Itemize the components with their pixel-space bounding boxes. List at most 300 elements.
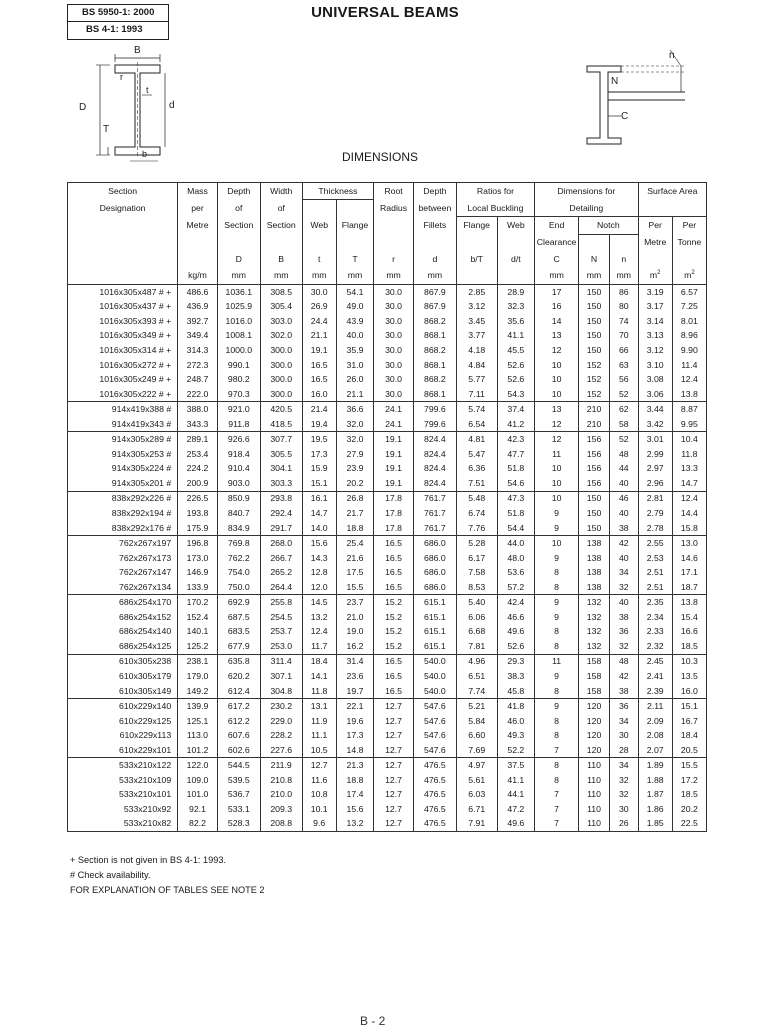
table-cell: 66: [609, 343, 638, 358]
table-cell: 238.1: [178, 654, 218, 669]
section-designation: 914x305x253 #: [111, 448, 172, 459]
table-cell: 14.5: [302, 595, 336, 610]
table-cell: 19.1: [374, 476, 414, 491]
table-cell: 86: [609, 284, 638, 299]
table-cell: 41.1: [497, 328, 534, 343]
table-cell: 5.21: [456, 699, 497, 714]
table-row: [68, 284, 707, 299]
table-cell: 5.84: [456, 714, 497, 729]
table-cell: 30.0: [374, 358, 414, 373]
table-body: [68, 284, 707, 831]
table-cell: 300.0: [260, 358, 302, 373]
table-cell: 1.86: [638, 802, 672, 817]
table-cell: 11: [535, 654, 579, 669]
table-cell: 476.5: [413, 802, 456, 817]
table-cell: 15.1: [672, 699, 706, 714]
table-cell: 2.33: [638, 624, 672, 639]
table-row: [68, 639, 707, 654]
table-cell: 56: [609, 372, 638, 387]
table-cell: 14.7: [672, 476, 706, 491]
table-cell: 7.25: [672, 299, 706, 314]
table-cell: 761.7: [413, 521, 456, 536]
table-cell: 48: [609, 654, 638, 669]
table-cell: 2.09: [638, 714, 672, 729]
table-cell: 15.6: [302, 536, 336, 551]
table-cell: 761.7: [413, 506, 456, 521]
table-row: [68, 328, 707, 343]
table-cell: 19.0: [336, 624, 373, 639]
section-designation: 1016x305x349 # +: [99, 330, 172, 341]
table-cell: 799.6: [413, 402, 456, 417]
table-row: [68, 387, 707, 402]
table-cell: 8: [535, 684, 579, 699]
table-cell: 10: [535, 491, 579, 506]
table-cell: 15.4: [672, 610, 706, 625]
table-cell: 125.1: [178, 714, 218, 729]
table-cell: 138: [579, 536, 610, 551]
table-cell: 42.4: [497, 595, 534, 610]
table-cell: 8: [535, 714, 579, 729]
table-cell: 210.8: [260, 773, 302, 788]
table-cell: 11.1: [302, 728, 336, 743]
table-cell: 3.13: [638, 328, 672, 343]
table-cell: 834.9: [217, 521, 260, 536]
table-cell: 12.7: [374, 728, 414, 743]
table-cell: 14.8: [336, 743, 373, 758]
table-cell: 615.1: [413, 639, 456, 654]
table-row: [68, 402, 707, 417]
table-cell: 3.42: [638, 417, 672, 432]
table-cell: 799.6: [413, 417, 456, 432]
table-cell: 175.9: [178, 521, 218, 536]
table-cell: 3.19: [638, 284, 672, 299]
table-cell: 547.6: [413, 699, 456, 714]
table-cell: 44.0: [497, 536, 534, 551]
table-cell: 12.7: [374, 817, 414, 832]
table-row: [68, 476, 707, 491]
table-cell: 6.51: [456, 669, 497, 684]
table-cell: 769.8: [217, 536, 260, 551]
table-cell: 44: [609, 461, 638, 476]
table-cell: 9.95: [672, 417, 706, 432]
table-cell: 19.5: [302, 432, 336, 447]
standard-bs5950: BS 5950-1: 2000: [82, 7, 155, 18]
section-designation: 686x254x140: [118, 626, 172, 637]
table-cell: 3.45: [456, 314, 497, 329]
table-cell: 349.4: [178, 328, 218, 343]
table-cell: 23.6: [336, 669, 373, 684]
table-cell: 2.51: [638, 565, 672, 580]
table-cell: 300.0: [260, 343, 302, 358]
symbol-C: C: [535, 251, 579, 267]
table-cell: 476.5: [413, 817, 456, 832]
section-designation: 914x419x343 #: [111, 418, 172, 429]
section-designation: 838x292x226 #: [68, 491, 178, 506]
table-cell: 476.5: [413, 773, 456, 788]
table-cell: 15.8: [672, 521, 706, 536]
unit-root: mm: [374, 267, 414, 284]
table-cell: 11.6: [302, 773, 336, 788]
table-cell: 254.5: [260, 610, 302, 625]
header-detailing-2: Detailing: [535, 200, 639, 217]
table-cell: 540.0: [413, 684, 456, 699]
table-cell: 8.87: [672, 402, 706, 417]
table-cell: 10: [535, 358, 579, 373]
section-designation: 610x229x140: [68, 699, 178, 714]
table-cell: 3.10: [638, 358, 672, 373]
symbol-n: n: [609, 251, 638, 267]
table-cell: 911.8: [217, 417, 260, 432]
header-dbf: Depth: [413, 183, 456, 200]
table-cell: 7.81: [456, 639, 497, 654]
table-cell: 12.7: [374, 699, 414, 714]
table-cell: 291.7: [260, 521, 302, 536]
table-cell: 926.6: [217, 432, 260, 447]
table-cell: 120: [579, 714, 610, 729]
table-cell: 16.2: [336, 639, 373, 654]
table-cell: 868.2: [413, 343, 456, 358]
table-cell: 1000.0: [217, 343, 260, 358]
table-cell: 18.8: [336, 521, 373, 536]
table-cell: 3.44: [638, 402, 672, 417]
header-dbf-2: between: [413, 200, 456, 217]
section-designation: 1016x305x272 # +: [99, 359, 172, 370]
table-cell: 1.85: [638, 817, 672, 832]
table-cell: 7.74: [456, 684, 497, 699]
dimensions-table: [67, 182, 707, 832]
table-cell: 12.7: [374, 802, 414, 817]
table-cell: 304.1: [260, 461, 302, 476]
table-cell: 110: [579, 802, 610, 817]
table-cell: 228.2: [260, 728, 302, 743]
unit-n: mm: [609, 267, 638, 284]
table-cell: 210: [579, 417, 610, 432]
table-cell: 5.47: [456, 447, 497, 462]
table-cell: 5.28: [456, 536, 497, 551]
table-cell: 37.5: [497, 758, 534, 773]
table-cell: 31.0: [336, 358, 373, 373]
table-cell: 16.5: [374, 565, 414, 580]
table-cell: 615.1: [413, 595, 456, 610]
table-cell: 193.8: [178, 506, 218, 521]
table-cell: 41.1: [497, 773, 534, 788]
table-cell: 10: [535, 372, 579, 387]
table-row: [68, 817, 707, 832]
table-cell: 158: [579, 684, 610, 699]
section-designation: 914x305x289 #: [68, 432, 178, 447]
note-check-availability: # Check availability.: [70, 870, 151, 880]
table-cell: 47.2: [497, 802, 534, 817]
table-cell: 156: [579, 461, 610, 476]
table-cell: 2.85: [456, 284, 497, 299]
table-cell: 46: [609, 491, 638, 506]
header-per-tonne: Per: [672, 217, 706, 234]
table-cell: 686.0: [413, 580, 456, 595]
table-cell: 620.2: [217, 669, 260, 684]
table-cell: 2.81: [638, 491, 672, 506]
table-cell: 17.3: [336, 728, 373, 743]
table-cell: 150: [579, 314, 610, 329]
table-cell: 92.1: [178, 802, 218, 817]
table-cell: 12.7: [374, 714, 414, 729]
table-cell: 418.5: [260, 417, 302, 432]
table-cell: 9: [535, 551, 579, 566]
table-row: [68, 432, 707, 447]
table-cell: 49.3: [497, 728, 534, 743]
table-cell: 1.89: [638, 758, 672, 773]
section-designation: 1016x305x487 # +: [68, 284, 178, 299]
table-cell: 101.0: [178, 787, 218, 802]
table-cell: 150: [579, 521, 610, 536]
table-cell: 49.6: [497, 624, 534, 639]
table-cell: 840.7: [217, 506, 260, 521]
table-cell: 36: [609, 699, 638, 714]
header-notch: Notch: [579, 217, 639, 234]
table-cell: 761.7: [413, 491, 456, 506]
table-cell: 300.0: [260, 387, 302, 402]
notch-detail-diagram: [585, 48, 695, 158]
table-cell: 14.3: [302, 551, 336, 566]
table-cell: 300.0: [260, 372, 302, 387]
table-cell: 122.0: [178, 758, 218, 773]
section-designation: 610x229x113: [119, 730, 172, 741]
table-cell: 4.84: [456, 358, 497, 373]
table-cell: 1025.9: [217, 299, 260, 314]
table-cell: 910.4: [217, 461, 260, 476]
table-cell: 476.5: [413, 787, 456, 802]
header-section: Section: [108, 186, 138, 197]
table-cell: 16.1: [302, 491, 336, 506]
table-cell: 2.35: [638, 595, 672, 610]
table-row: [68, 743, 707, 758]
table-cell: 1036.1: [217, 284, 260, 299]
table-cell: 19.7: [336, 684, 373, 699]
table-cell: 40: [609, 506, 638, 521]
table-cell: 617.2: [217, 699, 260, 714]
table-cell: 9: [535, 610, 579, 625]
table-cell: 110: [579, 773, 610, 788]
table-cell: 133.9: [178, 580, 218, 595]
table-row: [68, 491, 707, 506]
table-cell: 4.18: [456, 343, 497, 358]
table-cell: 2.08: [638, 728, 672, 743]
table-cell: 11.8: [672, 447, 706, 462]
table-cell: 990.1: [217, 358, 260, 373]
table-cell: 101.2: [178, 743, 218, 758]
table-cell: 6.57: [672, 284, 706, 299]
table-cell: 49.6: [497, 817, 534, 832]
section-designation: 914x305x201 #: [111, 477, 172, 488]
symbol-t: t: [302, 251, 336, 267]
table-cell: 200.9: [178, 476, 218, 491]
table-cell: 21.1: [302, 328, 336, 343]
table-cell: 36: [609, 624, 638, 639]
table-cell: 48.0: [497, 551, 534, 566]
table-row: [68, 565, 707, 580]
table-cell: 21.0: [336, 610, 373, 625]
table-cell: 21.1: [336, 387, 373, 402]
table-cell: 156: [579, 432, 610, 447]
table-cell: 16.5: [374, 654, 414, 669]
table-cell: 8: [535, 580, 579, 595]
table-cell: 6.54: [456, 417, 497, 432]
table-cell: 8.96: [672, 328, 706, 343]
table-cell: 1.87: [638, 787, 672, 802]
table-cell: 6.68: [456, 624, 497, 639]
table-cell: 7.11: [456, 387, 497, 402]
table-cell: 46.6: [497, 610, 534, 625]
table-cell: 17.3: [302, 447, 336, 462]
table-cell: 19.1: [374, 432, 414, 447]
table-cell: 28.9: [497, 284, 534, 299]
table-cell: 18.4: [672, 728, 706, 743]
diagram-label-d: d: [169, 100, 175, 111]
table-cell: 74: [609, 314, 638, 329]
table-cell: 3.14: [638, 314, 672, 329]
table-cell: 113.0: [178, 728, 218, 743]
table-cell: 32: [609, 787, 638, 802]
table-cell: 173.0: [178, 551, 218, 566]
header-root-2: Radius: [374, 200, 414, 217]
table-row: [68, 506, 707, 521]
section-title: DIMENSIONS: [341, 150, 418, 164]
table-cell: 209.3: [260, 802, 302, 817]
table-cell: 13.8: [672, 387, 706, 402]
table-cell: 7.91: [456, 817, 497, 832]
header-flange: Flange: [336, 217, 373, 234]
table-cell: 54.6: [497, 476, 534, 491]
table-cell: 24.1: [374, 402, 414, 417]
table-cell: 30.0: [374, 387, 414, 402]
header-ratio-web: Web: [497, 217, 534, 234]
table-cell: 2.79: [638, 506, 672, 521]
header-thickness: Thickness: [302, 183, 374, 200]
table-cell: 13.5: [672, 669, 706, 684]
table-cell: 16.5: [302, 372, 336, 387]
section-designation: 686x254x125: [118, 640, 172, 651]
table-cell: 13.2: [336, 817, 373, 832]
table-cell: 7: [535, 743, 579, 758]
table-cell: 7.76: [456, 521, 497, 536]
table-cell: 52.6: [497, 358, 534, 373]
table-cell: 540.0: [413, 654, 456, 669]
symbol-B: B: [260, 251, 302, 267]
table-cell: 1016.0: [217, 314, 260, 329]
table-cell: 120: [579, 699, 610, 714]
table-cell: 10.1: [302, 802, 336, 817]
table-cell: 224.2: [178, 461, 218, 476]
table-cell: 132: [579, 610, 610, 625]
table-cell: 15.2: [374, 595, 414, 610]
table-cell: 29.3: [497, 654, 534, 669]
table-cell: 26.9: [302, 299, 336, 314]
table-cell: 35.9: [336, 343, 373, 358]
table-cell: 152: [579, 372, 610, 387]
table-cell: 544.5: [217, 758, 260, 773]
table-cell: 52: [609, 432, 638, 447]
table-row: [68, 669, 707, 684]
table-cell: 16.5: [302, 358, 336, 373]
table-row: [68, 461, 707, 476]
table-cell: 9.6: [302, 817, 336, 832]
table-cell: 12.4: [672, 491, 706, 506]
table-cell: 6.74: [456, 506, 497, 521]
table-cell: 289.1: [178, 432, 218, 447]
header-metre: Metre: [638, 234, 672, 251]
table-cell: 150: [579, 328, 610, 343]
table-cell: 7: [535, 802, 579, 817]
table-cell: 27.9: [336, 447, 373, 462]
table-cell: 528.3: [217, 817, 260, 832]
table-cell: 110: [579, 817, 610, 832]
table-cell: 30.0: [302, 284, 336, 299]
table-cell: 37.4: [497, 402, 534, 417]
header-ratio-flange: Flange: [456, 217, 497, 234]
table-cell: 36.6: [336, 402, 373, 417]
note-not-in-bs4: + Section is not given in BS 4-1: 1993.: [70, 855, 227, 865]
table-cell: 48: [609, 447, 638, 462]
table-row: [68, 343, 707, 358]
table-cell: 602.6: [217, 743, 260, 758]
table-cell: 22.1: [336, 699, 373, 714]
table-cell: 32: [609, 580, 638, 595]
table-cell: 2.11: [638, 699, 672, 714]
table-cell: 314.3: [178, 343, 218, 358]
table-cell: 2.32: [638, 639, 672, 654]
table-cell: 486.6: [178, 284, 218, 299]
table-cell: 868.1: [413, 358, 456, 373]
table-cell: 10: [535, 387, 579, 402]
table-cell: 6.17: [456, 551, 497, 566]
table-cell: 16.0: [302, 387, 336, 402]
table-cell: 140.1: [178, 624, 218, 639]
table-row: [68, 580, 707, 595]
table-cell: 210: [579, 402, 610, 417]
table-cell: 138: [579, 551, 610, 566]
diagram-label-r: r: [120, 72, 123, 82]
table-cell: 2.97: [638, 461, 672, 476]
table-cell: 14.0: [302, 521, 336, 536]
section-designation: 1016x305x222 # +: [99, 388, 172, 399]
table-cell: 824.4: [413, 476, 456, 491]
table-cell: 30.0: [374, 343, 414, 358]
table-cell: 120: [579, 743, 610, 758]
table-cell: 15.5: [336, 580, 373, 595]
header-end: End: [535, 217, 579, 234]
table-cell: 40: [609, 476, 638, 491]
table-cell: 11: [535, 447, 579, 462]
table-cell: 12.8: [302, 565, 336, 580]
table-cell: 5.74: [456, 402, 497, 417]
table-cell: 687.5: [217, 610, 260, 625]
table-cell: 867.9: [413, 284, 456, 299]
table-cell: 23.9: [336, 461, 373, 476]
table-cell: 2.39: [638, 684, 672, 699]
table-cell: 32.3: [497, 299, 534, 314]
table-cell: 10: [535, 536, 579, 551]
table-cell: 23.7: [336, 595, 373, 610]
table-cell: 31.4: [336, 654, 373, 669]
section-designation: 533x210x82: [123, 818, 172, 829]
unit-per-metre: $m^2$: [638, 267, 672, 284]
table-cell: 7.69: [456, 743, 497, 758]
table-cell: 51.8: [497, 461, 534, 476]
table-cell: 28: [609, 743, 638, 758]
table-cell: 10.5: [302, 743, 336, 758]
table-cell: 9: [535, 669, 579, 684]
table-cell: 13.3: [672, 461, 706, 476]
section-designation: 838x292x176 #: [111, 522, 172, 533]
